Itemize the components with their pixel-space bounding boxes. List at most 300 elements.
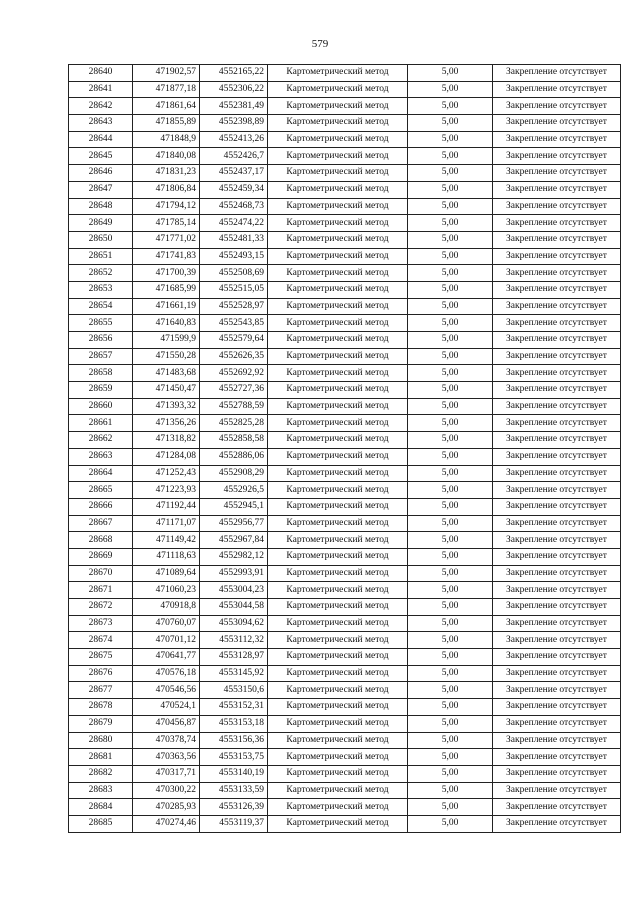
fixing-description-cell: Закрепление отсутствует (493, 248, 621, 265)
accuracy-cell: 5,00 (408, 782, 493, 799)
method-cell: Картометрический метод (268, 599, 408, 616)
y-coordinate-cell: 4552413,26 (200, 131, 268, 148)
method-cell: Картометрический метод (268, 298, 408, 315)
point-number-cell: 28659 (69, 382, 133, 399)
point-number-cell: 28667 (69, 515, 133, 532)
y-coordinate-cell: 4553140,19 (200, 765, 268, 782)
y-coordinate-cell: 4552493,15 (200, 248, 268, 265)
point-number-cell: 28664 (69, 465, 133, 482)
point-number-cell: 28656 (69, 332, 133, 349)
y-coordinate-cell: 4552858,58 (200, 432, 268, 449)
method-cell: Картометрический метод (268, 215, 408, 232)
method-cell: Картометрический метод (268, 498, 408, 515)
method-cell: Картометрический метод (268, 81, 408, 98)
method-cell: Картометрический метод (268, 465, 408, 482)
x-coordinate-cell: 471223,93 (133, 482, 200, 499)
method-cell: Картометрический метод (268, 665, 408, 682)
x-coordinate-cell: 471599,9 (133, 332, 200, 349)
point-number-cell: 28678 (69, 699, 133, 716)
accuracy-cell: 5,00 (408, 281, 493, 298)
x-coordinate-cell: 471840,08 (133, 148, 200, 165)
method-cell: Картометрический метод (268, 682, 408, 699)
y-coordinate-cell: 4552508,69 (200, 265, 268, 282)
point-number-cell: 28640 (69, 65, 133, 82)
accuracy-cell: 5,00 (408, 515, 493, 532)
accuracy-cell: 5,00 (408, 665, 493, 682)
accuracy-cell: 5,00 (408, 198, 493, 215)
point-number-cell: 28649 (69, 215, 133, 232)
x-coordinate-cell: 470760,07 (133, 615, 200, 632)
table-row (69, 81, 621, 98)
method-cell: Картометрический метод (268, 248, 408, 265)
point-number-cell: 28670 (69, 565, 133, 582)
accuracy-cell: 5,00 (408, 582, 493, 599)
accuracy-cell: 5,00 (408, 815, 493, 832)
point-number-cell: 28673 (69, 615, 133, 632)
table-row (69, 749, 621, 766)
x-coordinate-cell: 471831,23 (133, 165, 200, 182)
x-coordinate-cell: 470546,56 (133, 682, 200, 699)
method-cell: Картометрический метод (268, 415, 408, 432)
method-cell: Картометрический метод (268, 615, 408, 632)
point-number-cell: 28671 (69, 582, 133, 599)
fixing-description-cell: Закрепление отсутствует (493, 432, 621, 449)
point-number-cell: 28669 (69, 548, 133, 565)
y-coordinate-cell: 4553133,59 (200, 782, 268, 799)
table-row (69, 298, 621, 315)
accuracy-cell: 5,00 (408, 465, 493, 482)
y-coordinate-cell: 4553119,37 (200, 815, 268, 832)
point-number-cell: 28645 (69, 148, 133, 165)
point-number-cell: 28662 (69, 432, 133, 449)
fixing-description-cell: Закрепление отсутствует (493, 599, 621, 616)
fixing-description-cell: Закрепление отсутствует (493, 715, 621, 732)
table-row (69, 198, 621, 215)
x-coordinate-cell: 471550,28 (133, 348, 200, 365)
y-coordinate-cell: 4553094,62 (200, 615, 268, 632)
point-number-cell: 28668 (69, 532, 133, 549)
fixing-description-cell: Закрепление отсутствует (493, 548, 621, 565)
table-row (69, 548, 621, 565)
accuracy-cell: 5,00 (408, 165, 493, 182)
x-coordinate-cell: 471640,83 (133, 315, 200, 332)
y-coordinate-cell: 4552626,35 (200, 348, 268, 365)
point-number-cell: 28660 (69, 398, 133, 415)
table-row (69, 148, 621, 165)
fixing-description-cell: Закрепление отсутствует (493, 398, 621, 415)
accuracy-cell: 5,00 (408, 548, 493, 565)
fixing-description-cell: Закрепление отсутствует (493, 532, 621, 549)
fixing-description-cell: Закрепление отсутствует (493, 699, 621, 716)
table-row (69, 248, 621, 265)
fixing-description-cell: Закрепление отсутствует (493, 181, 621, 198)
accuracy-cell: 5,00 (408, 265, 493, 282)
method-cell: Картометрический метод (268, 98, 408, 115)
point-number-cell: 28643 (69, 115, 133, 132)
table-row (69, 98, 621, 115)
accuracy-cell: 5,00 (408, 498, 493, 515)
table-row (69, 582, 621, 599)
fixing-description-cell: Закрепление отсутствует (493, 649, 621, 666)
x-coordinate-cell: 470641,77 (133, 649, 200, 666)
accuracy-cell: 5,00 (408, 682, 493, 699)
point-number-cell: 28641 (69, 81, 133, 98)
method-cell: Картометрический метод (268, 815, 408, 832)
accuracy-cell: 5,00 (408, 298, 493, 315)
y-coordinate-cell: 4552459,34 (200, 181, 268, 198)
y-coordinate-cell: 4552982,12 (200, 548, 268, 565)
x-coordinate-cell: 471483,68 (133, 365, 200, 382)
accuracy-cell: 5,00 (408, 332, 493, 349)
x-coordinate-cell: 471806,84 (133, 181, 200, 198)
page-number: 579 (311, 38, 329, 50)
fixing-description-cell: Закрепление отсутствует (493, 81, 621, 98)
fixing-description-cell: Закрепление отсутствует (493, 148, 621, 165)
point-number-cell: 28677 (69, 682, 133, 699)
method-cell: Картометрический метод (268, 165, 408, 182)
accuracy-cell: 5,00 (408, 732, 493, 749)
table-row (69, 799, 621, 816)
x-coordinate-cell: 470285,93 (133, 799, 200, 816)
fixing-description-cell: Закрепление отсутствует (493, 765, 621, 782)
y-coordinate-cell: 4552474,22 (200, 215, 268, 232)
y-coordinate-cell: 4553112,32 (200, 632, 268, 649)
method-cell: Картометрический метод (268, 765, 408, 782)
accuracy-cell: 5,00 (408, 565, 493, 582)
y-coordinate-cell: 4552306,22 (200, 81, 268, 98)
table-row (69, 599, 621, 616)
accuracy-cell: 5,00 (408, 181, 493, 198)
point-number-cell: 28642 (69, 98, 133, 115)
method-cell: Картометрический метод (268, 231, 408, 248)
y-coordinate-cell: 4552381,49 (200, 98, 268, 115)
point-number-cell: 28646 (69, 165, 133, 182)
fixing-description-cell: Закрепление отсутствует (493, 298, 621, 315)
accuracy-cell: 5,00 (408, 65, 493, 82)
x-coordinate-cell: 471700,39 (133, 265, 200, 282)
method-cell: Картометрический метод (268, 515, 408, 532)
accuracy-cell: 5,00 (408, 699, 493, 716)
fixing-description-cell: Закрепление отсутствует (493, 332, 621, 349)
point-number-cell: 28682 (69, 765, 133, 782)
x-coordinate-cell: 471877,18 (133, 81, 200, 98)
table-row (69, 815, 621, 832)
table-row (69, 131, 621, 148)
table-row (69, 165, 621, 182)
point-number-cell: 28674 (69, 632, 133, 649)
fixing-description-cell: Закрепление отсутствует (493, 632, 621, 649)
table-row (69, 665, 621, 682)
point-number-cell: 28650 (69, 231, 133, 248)
table-row (69, 732, 621, 749)
table-row (69, 65, 621, 82)
method-cell: Картометрический метод (268, 115, 408, 132)
y-coordinate-cell: 4552926,5 (200, 482, 268, 499)
table-row (69, 432, 621, 449)
accuracy-cell: 5,00 (408, 432, 493, 449)
point-number-cell: 28657 (69, 348, 133, 365)
table-row (69, 332, 621, 349)
point-number-cell: 28672 (69, 599, 133, 616)
point-number-cell: 28653 (69, 281, 133, 298)
table-row (69, 615, 621, 632)
accuracy-cell: 5,00 (408, 81, 493, 98)
y-coordinate-cell: 4552426,7 (200, 148, 268, 165)
y-coordinate-cell: 4552579,64 (200, 332, 268, 349)
fixing-description-cell: Закрепление отсутствует (493, 198, 621, 215)
x-coordinate-cell: 471089,64 (133, 565, 200, 582)
method-cell: Картометрический метод (268, 715, 408, 732)
x-coordinate-cell: 471855,89 (133, 115, 200, 132)
point-number-cell: 28685 (69, 815, 133, 832)
table-row (69, 765, 621, 782)
x-coordinate-cell: 471685,99 (133, 281, 200, 298)
point-number-cell: 28647 (69, 181, 133, 198)
point-number-cell: 28681 (69, 749, 133, 766)
table-row (69, 315, 621, 332)
x-coordinate-cell: 470456,87 (133, 715, 200, 732)
point-number-cell: 28666 (69, 498, 133, 515)
x-coordinate-cell: 471861,64 (133, 98, 200, 115)
method-cell: Картометрический метод (268, 548, 408, 565)
x-coordinate-cell: 471741,83 (133, 248, 200, 265)
point-number-cell: 28658 (69, 365, 133, 382)
table-row (69, 415, 621, 432)
fixing-description-cell: Закрепление отсутствует (493, 131, 621, 148)
accuracy-cell: 5,00 (408, 315, 493, 332)
method-cell: Картометрический метод (268, 632, 408, 649)
method-cell: Картометрический метод (268, 432, 408, 449)
table-row (69, 782, 621, 799)
method-cell: Картометрический метод (268, 448, 408, 465)
method-cell: Картометрический метод (268, 315, 408, 332)
coordinates-table (68, 64, 621, 833)
x-coordinate-cell: 471356,26 (133, 415, 200, 432)
accuracy-cell: 5,00 (408, 382, 493, 399)
x-coordinate-cell: 470317,71 (133, 765, 200, 782)
method-cell: Картометрический метод (268, 749, 408, 766)
y-coordinate-cell: 4552437,17 (200, 165, 268, 182)
method-cell: Картометрический метод (268, 281, 408, 298)
accuracy-cell: 5,00 (408, 749, 493, 766)
fixing-description-cell: Закрепление отсутствует (493, 265, 621, 282)
point-number-cell: 28684 (69, 799, 133, 816)
table-row (69, 515, 621, 532)
x-coordinate-cell: 471393,32 (133, 398, 200, 415)
point-number-cell: 28655 (69, 315, 133, 332)
x-coordinate-cell: 471848,9 (133, 131, 200, 148)
y-coordinate-cell: 4552481,33 (200, 231, 268, 248)
coordinates-table-body (69, 65, 621, 833)
point-number-cell: 28663 (69, 448, 133, 465)
accuracy-cell: 5,00 (408, 765, 493, 782)
table-row (69, 682, 621, 699)
accuracy-cell: 5,00 (408, 365, 493, 382)
method-cell: Картометрический метод (268, 65, 408, 82)
y-coordinate-cell: 4553153,75 (200, 749, 268, 766)
fixing-description-cell: Закрепление отсутствует (493, 315, 621, 332)
method-cell: Картометрический метод (268, 565, 408, 582)
fixing-description-cell: Закрепление отсутствует (493, 65, 621, 82)
table-row (69, 382, 621, 399)
table-row (69, 649, 621, 666)
method-cell: Картометрический метод (268, 732, 408, 749)
fixing-description-cell: Закрепление отсутствует (493, 815, 621, 832)
method-cell: Картометрический метод (268, 181, 408, 198)
method-cell: Картометрический метод (268, 198, 408, 215)
y-coordinate-cell: 4553156,36 (200, 732, 268, 749)
table-row (69, 699, 621, 716)
table-row (69, 632, 621, 649)
x-coordinate-cell: 470378,74 (133, 732, 200, 749)
point-number-cell: 28665 (69, 482, 133, 499)
fixing-description-cell: Закрепление отсутствует (493, 115, 621, 132)
x-coordinate-cell: 471284,08 (133, 448, 200, 465)
x-coordinate-cell: 471661,19 (133, 298, 200, 315)
accuracy-cell: 5,00 (408, 148, 493, 165)
fixing-description-cell: Закрепление отсутствует (493, 799, 621, 816)
y-coordinate-cell: 4553004,23 (200, 582, 268, 599)
x-coordinate-cell: 471060,23 (133, 582, 200, 599)
fixing-description-cell: Закрепление отсутствует (493, 382, 621, 399)
method-cell: Картометрический метод (268, 649, 408, 666)
fixing-description-cell: Закрепление отсутствует (493, 165, 621, 182)
table-row (69, 348, 621, 365)
accuracy-cell: 5,00 (408, 482, 493, 499)
point-number-cell: 28679 (69, 715, 133, 732)
table-row (69, 281, 621, 298)
y-coordinate-cell: 4552993,91 (200, 565, 268, 582)
x-coordinate-cell: 470701,12 (133, 632, 200, 649)
x-coordinate-cell: 471149,42 (133, 532, 200, 549)
x-coordinate-cell: 471192,44 (133, 498, 200, 515)
y-coordinate-cell: 4553126,39 (200, 799, 268, 816)
table-row (69, 215, 621, 232)
accuracy-cell: 5,00 (408, 532, 493, 549)
method-cell: Картометрический метод (268, 532, 408, 549)
x-coordinate-cell: 471771,02 (133, 231, 200, 248)
accuracy-cell: 5,00 (408, 415, 493, 432)
y-coordinate-cell: 4552945,1 (200, 498, 268, 515)
accuracy-cell: 5,00 (408, 615, 493, 632)
fixing-description-cell: Закрепление отсутствует (493, 565, 621, 582)
fixing-description-cell: Закрепление отсутствует (493, 749, 621, 766)
x-coordinate-cell: 470300,22 (133, 782, 200, 799)
fixing-description-cell: Закрепление отсутствует (493, 448, 621, 465)
accuracy-cell: 5,00 (408, 215, 493, 232)
x-coordinate-cell: 471118,63 (133, 548, 200, 565)
point-number-cell: 28683 (69, 782, 133, 799)
accuracy-cell: 5,00 (408, 248, 493, 265)
y-coordinate-cell: 4552515,05 (200, 281, 268, 298)
method-cell: Картометрический метод (268, 382, 408, 399)
table-row (69, 115, 621, 132)
point-number-cell: 28644 (69, 131, 133, 148)
y-coordinate-cell: 4553145,92 (200, 665, 268, 682)
x-coordinate-cell: 470576,18 (133, 665, 200, 682)
fixing-description-cell: Закрепление отсутствует (493, 465, 621, 482)
fixing-description-cell: Закрепление отсутствует (493, 415, 621, 432)
y-coordinate-cell: 4552692,92 (200, 365, 268, 382)
fixing-description-cell: Закрепление отсутствует (493, 582, 621, 599)
y-coordinate-cell: 4552825,28 (200, 415, 268, 432)
accuracy-cell: 5,00 (408, 115, 493, 132)
point-number-cell: 28675 (69, 649, 133, 666)
x-coordinate-cell: 470918,8 (133, 599, 200, 616)
accuracy-cell: 5,00 (408, 348, 493, 365)
y-coordinate-cell: 4552727,36 (200, 382, 268, 399)
fixing-description-cell: Закрепление отсутствует (493, 215, 621, 232)
fixing-description-cell: Закрепление отсутствует (493, 732, 621, 749)
accuracy-cell: 5,00 (408, 231, 493, 248)
x-coordinate-cell: 471785,14 (133, 215, 200, 232)
y-coordinate-cell: 4552543,85 (200, 315, 268, 332)
y-coordinate-cell: 4552528,97 (200, 298, 268, 315)
accuracy-cell: 5,00 (408, 448, 493, 465)
y-coordinate-cell: 4553044,58 (200, 599, 268, 616)
point-number-cell: 28654 (69, 298, 133, 315)
point-number-cell: 28651 (69, 248, 133, 265)
table-row (69, 715, 621, 732)
y-coordinate-cell: 4553152,31 (200, 699, 268, 716)
method-cell: Картометрический метод (268, 365, 408, 382)
fixing-description-cell: Закрепление отсутствует (493, 98, 621, 115)
x-coordinate-cell: 470363,56 (133, 749, 200, 766)
table-row (69, 398, 621, 415)
fixing-description-cell: Закрепление отсутствует (493, 515, 621, 532)
y-coordinate-cell: 4552398,89 (200, 115, 268, 132)
fixing-description-cell: Закрепление отсутствует (493, 682, 621, 699)
method-cell: Картометрический метод (268, 148, 408, 165)
fixing-description-cell: Закрепление отсутствует (493, 482, 621, 499)
table-row (69, 498, 621, 515)
x-coordinate-cell: 471794,12 (133, 198, 200, 215)
x-coordinate-cell: 470524,1 (133, 699, 200, 716)
accuracy-cell: 5,00 (408, 799, 493, 816)
fixing-description-cell: Закрепление отсутствует (493, 782, 621, 799)
y-coordinate-cell: 4552908,29 (200, 465, 268, 482)
fixing-description-cell: Закрепление отсутствует (493, 231, 621, 248)
fixing-description-cell: Закрепление отсутствует (493, 348, 621, 365)
point-number-cell: 28648 (69, 198, 133, 215)
table-row (69, 448, 621, 465)
method-cell: Картометрический метод (268, 348, 408, 365)
method-cell: Картометрический метод (268, 265, 408, 282)
fixing-description-cell: Закрепление отсутствует (493, 365, 621, 382)
point-number-cell: 28652 (69, 265, 133, 282)
method-cell: Картометрический метод (268, 398, 408, 415)
table-row (69, 482, 621, 499)
y-coordinate-cell: 4553153,18 (200, 715, 268, 732)
x-coordinate-cell: 471902,57 (133, 65, 200, 82)
method-cell: Картометрический метод (268, 699, 408, 716)
table-row (69, 231, 621, 248)
point-number-cell: 28680 (69, 732, 133, 749)
y-coordinate-cell: 4552165,22 (200, 65, 268, 82)
accuracy-cell: 5,00 (408, 715, 493, 732)
fixing-description-cell: Закрепление отсутствует (493, 665, 621, 682)
y-coordinate-cell: 4552788,59 (200, 398, 268, 415)
method-cell: Картометрический метод (268, 332, 408, 349)
fixing-description-cell: Закрепление отсутствует (493, 615, 621, 632)
fixing-description-cell: Закрепление отсутствует (493, 498, 621, 515)
method-cell: Картометрический метод (268, 799, 408, 816)
x-coordinate-cell: 471318,82 (133, 432, 200, 449)
table-row (69, 532, 621, 549)
accuracy-cell: 5,00 (408, 131, 493, 148)
method-cell: Картометрический метод (268, 131, 408, 148)
x-coordinate-cell: 471450,47 (133, 382, 200, 399)
